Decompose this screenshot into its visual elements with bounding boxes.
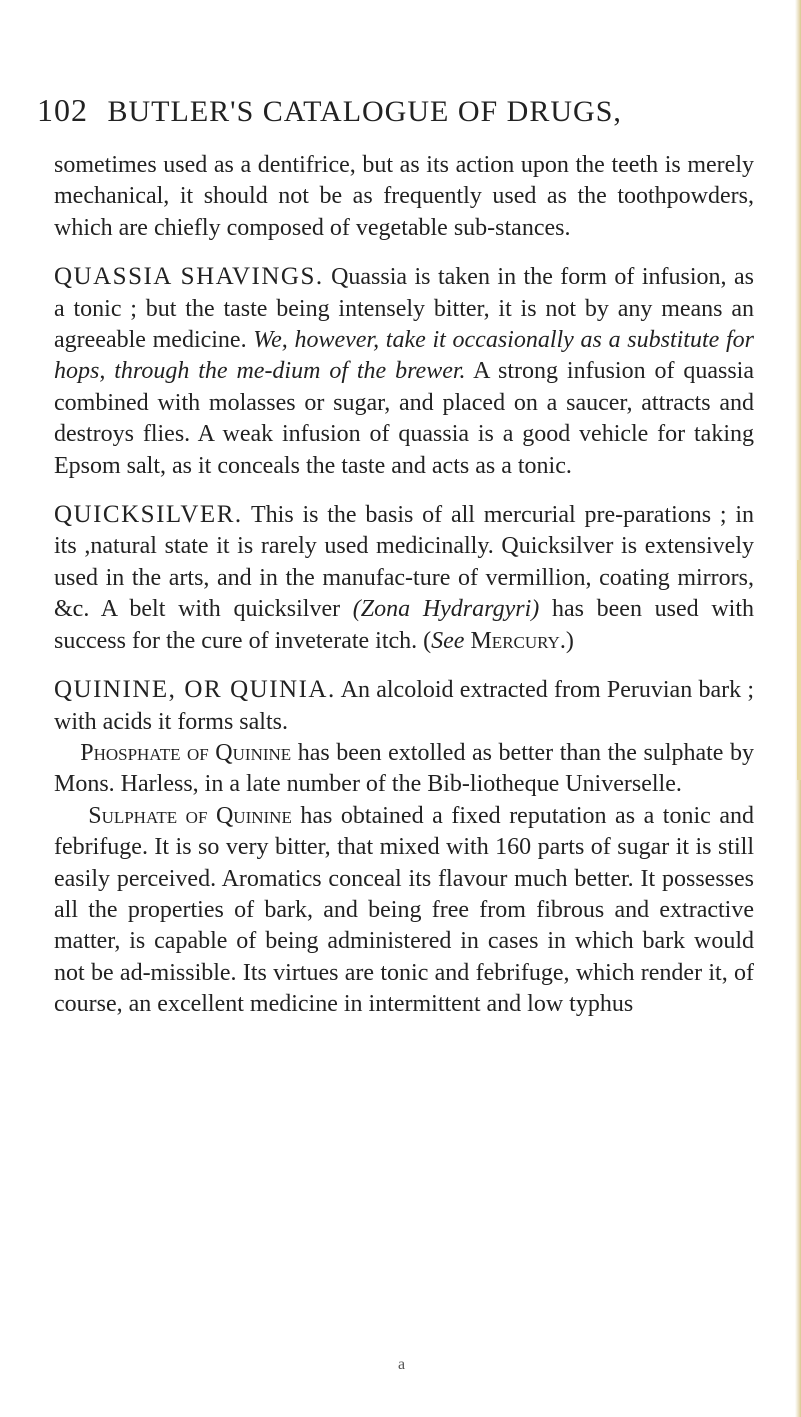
subentry-sulphate-of-quinine: Sulphate of Quinine has obtained a fixed reputation as a tonic and febrifuge. It is so very bitter, that mixed with 160 parts of sugar it is still easily perceived. Aromatics conceal its flavour much better. It possesses all the properties of bark, and being free from fibrous and extractive matter, is capable of being administered in cases in which bark would not be ad-missible. Its virtues are tonic and febrifuge, which render it, of course, an excellent medicine in intermittent and low typhus [54,802,754,1018]
paragraph-continuation: sometimes used as a dentifrice, but as its action upon the teeth is merely mechanical, it should not be as frequently used as the toothpowders, which are chiefly composed of vegetable sub-stances. [54,152,754,241]
cross-reference: Mercury. [470,627,566,654]
subentry-headword: Sulphate of Quinine [88,802,292,829]
entry-headword: QUININE, OR QUINIA. [54,676,336,704]
page-edge-stain [797,560,801,780]
body-text [54,150,754,1021]
entry-headword: QUICKSILVER. [54,501,243,529]
page-number: 102 [37,92,88,128]
subentry-headword: Phosphate of Quinine [80,739,292,766]
entry-headword: QUASSIA SHAVINGS. [54,263,324,291]
entry-quassia-shavings: QUASSIA SHAVINGS. Quassia is taken in the form of infusion, as a tonic ; but the taste being intensely bitter, it is not by any means an agreeable medicine. We, however, take it occasionally as a substitute for hops, through the me-dium of the brewer. A strong infusion of quassia combined with molasses or sugar, and placed on a saucer, attracts and destroys flies. A weak infusion of quassia is a good vehicle for taking Epsom salt, as it conceals the taste and acts as a tonic. [54,263,755,479]
entry-quinine: QUININE, OR QUINIA. An alcoloid extracted from Peruvian bark ; with acids it forms salts. [54,676,755,735]
signature-mark: a [398,1356,406,1373]
running-title: BUTLER'S CATALOGUE OF DRUGS, [107,95,622,128]
subentry-phosphate-of-quinine: Phosphate of Quinine has been extolled as better than the sulphate by Mons. Harless, in a late number of the Bib-liotheque Universelle. [54,739,755,798]
running-header [37,92,737,129]
entry-quicksilver: QUICKSILVER. This is the basis of all mercurial pre-parations ; in its ,natural state it is rarely used medicinally. Quicksilver is extensively used in the arts, and in the manufac-ture of vermillion, coating mirrors, &c. A belt with quicksilver (Zona Hydrargyri) has been used with success for the cure of inveterate itch. (See Mercury.) [54,501,754,654]
